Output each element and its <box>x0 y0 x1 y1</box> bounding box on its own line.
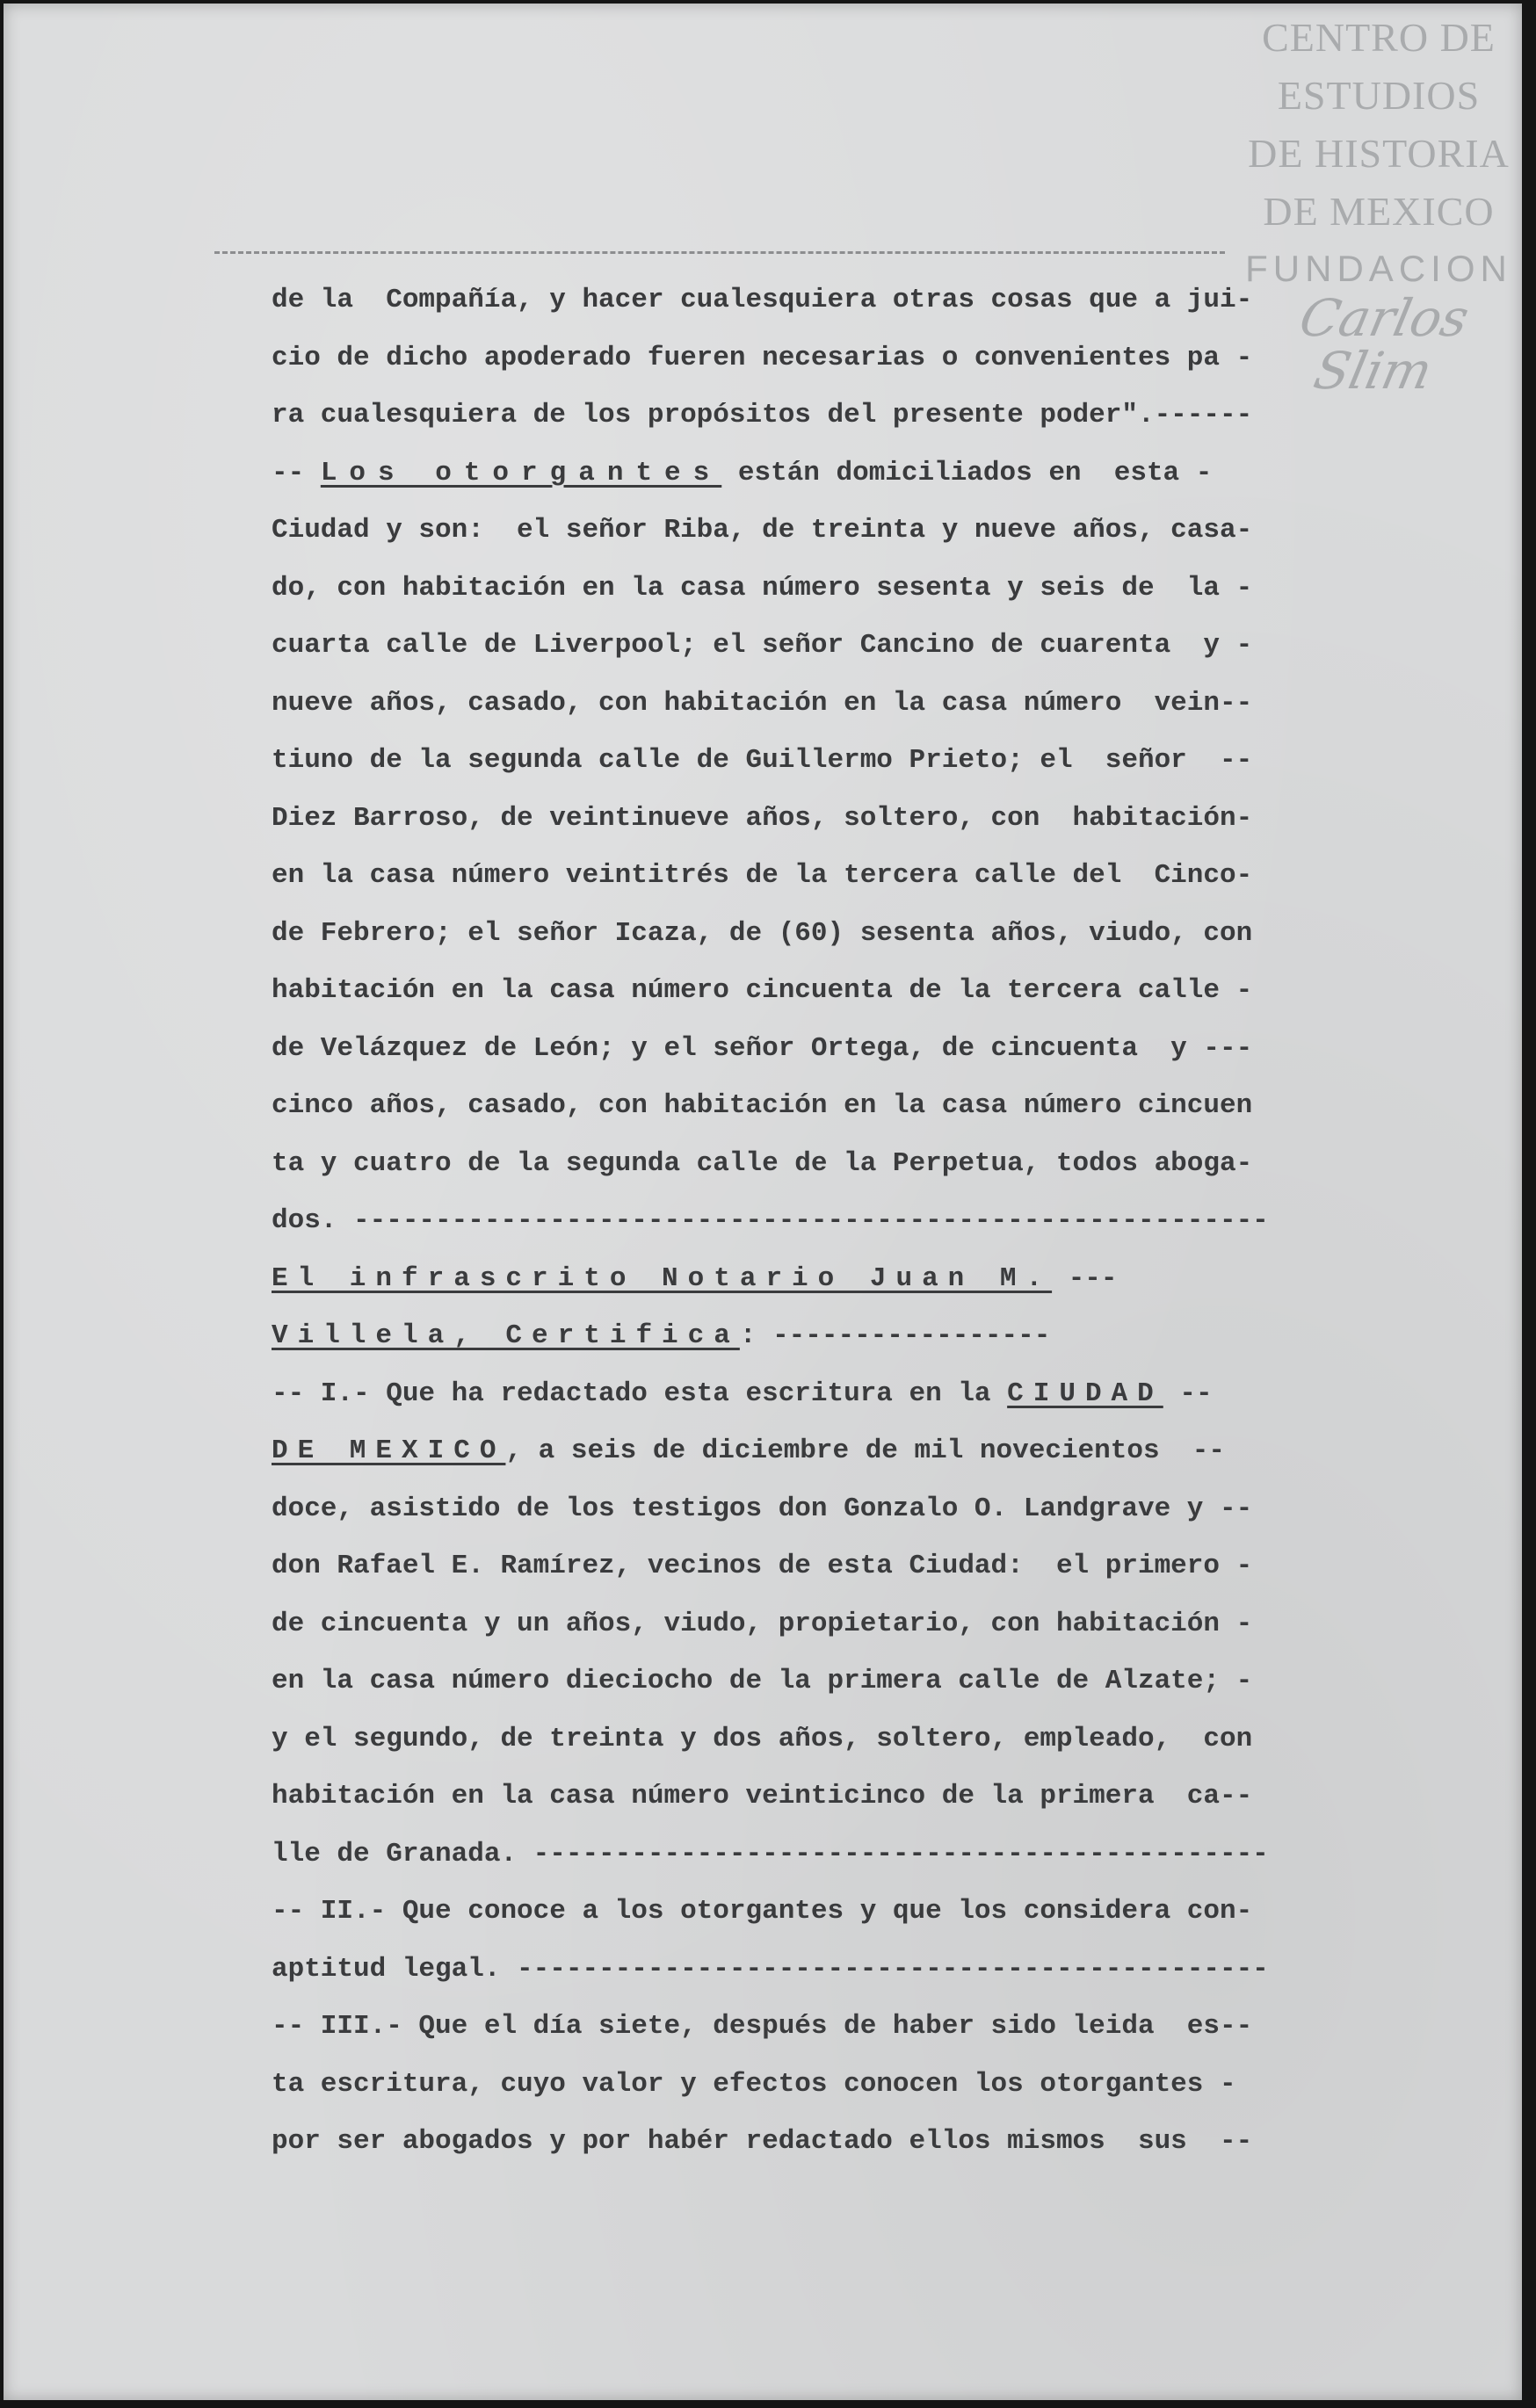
text-line-mexico <box>272 1422 1361 1480</box>
text-line: nueve años, casado, con habitación en la casa número vein-- <box>272 687 1253 719</box>
text-line: en la casa número dieciocho de la primera calle de Alzate; - <box>272 1666 1253 1696</box>
watermark-line: CENTRO DE <box>1262 15 1496 60</box>
text-line: -- II.- Que conoce a los otorgantes y que los considera con- <box>272 1896 1253 1927</box>
ciudad-word: CIUDAD <box>1007 1378 1163 1409</box>
text-line: habitación en la casa número cincuenta de la tercera calle - <box>272 975 1253 1006</box>
text-line: aptitud legal. ---------------------------------------------- <box>272 1953 1269 1985</box>
text-line: de la Compañía, y hacer cualesquiera otras cosas que a jui- <box>272 285 1253 315</box>
text-line: de Velázquez de León; y el señor Ortega, de cincuenta y --- <box>272 1032 1253 1064</box>
mexico-tail: , a seis de diciembre de mil novecientos -- <box>505 1435 1225 1466</box>
text-line-ciudad <box>272 1365 1361 1423</box>
otorgantes-rest: están domiciliados en esta - <box>721 457 1213 488</box>
text-line: cuarta calle de Liverpool; el señor Cancino de cuarenta y - <box>272 630 1253 661</box>
watermark-foundation: FUNDACION <box>1245 248 1512 289</box>
text-line: de cincuenta y un años, viudo, propietario, con habitación - <box>272 1608 1253 1639</box>
text-line: do, con habitación en la casa número sesenta y seis de la - <box>272 572 1253 604</box>
dash-prefix: -- <box>272 457 321 488</box>
text-line: habitación en la casa número veinticinco de la primera ca-- <box>272 1781 1253 1811</box>
top-dashed-rule <box>214 251 1225 254</box>
text-line: de Febrero; el señor Icaza, de (60) sesenta años, viudo, con <box>272 917 1253 949</box>
text-line: en la casa número veintitrés de la tercera calle del Cinco- <box>272 860 1253 891</box>
text-line: ta y cuatro de la segunda calle de la Perpetua, todos aboga- <box>272 1147 1253 1179</box>
text-line: tiuno de la segunda calle de Guillermo Prieto; el señor -- <box>272 745 1253 776</box>
watermark-signature: Carlos Slim <box>1294 288 1474 401</box>
otorgantes-heading: Los otorgantes <box>320 457 722 488</box>
typewritten-text <box>272 271 1361 2171</box>
text-line: ra cualesquiera de los propósitos del presente poder".------ <box>272 400 1253 430</box>
certifica-heading-tail: : ----------------- <box>739 1320 1051 1351</box>
watermark-line: DE MEXICO <box>1263 189 1495 234</box>
text-line: -- III.- Que el día siete, después de haber sido leida es-- <box>272 2011 1253 2042</box>
watermark-line: ESTUDIOS <box>1277 73 1481 118</box>
text-line: por ser abogados y por habér redactado ellos mismos sus -- <box>272 2126 1253 2157</box>
text-line-notario <box>272 1250 1361 1308</box>
text-line: doce, asistido de los testigos don Gonzalo O. Landgrave y -- <box>272 1493 1253 1524</box>
text-line: Diez Barroso, de veintinueve años, soltero, con habitación- <box>272 802 1253 834</box>
text-line: ta escritura, cuyo valor y efectos conocen los otorgantes - <box>272 2068 1236 2100</box>
text-line: y el segundo, de treinta y dos años, soltero, empleado, con <box>272 1723 1253 1754</box>
notario-heading: El infrascrito Notario Juan M. <box>272 1262 1053 1294</box>
ciudad-tail: -- <box>1163 1378 1213 1409</box>
clause-one-start: -- I.- Que ha redactado esta escritura en la <box>272 1378 1008 1409</box>
text-line-certifica <box>272 1307 1361 1365</box>
text-line: cio de dicho apoderado fueren necesarias o convenientes pa - <box>272 342 1253 373</box>
document-page <box>4 4 1522 2400</box>
text-line: don Rafael E. Ramírez, vecinos de esta Ciudad: el primero - <box>272 1551 1253 1581</box>
text-line: Ciudad y son: el señor Riba, de treinta y nueve años, casa- <box>272 515 1253 546</box>
text-line-otorgantes <box>272 445 1361 503</box>
text-line: lle de Granada. --------------------------------------------- <box>272 1838 1269 1869</box>
mexico-word: DE MEXICO <box>272 1435 506 1466</box>
certifica-heading: Villela, Certifica <box>272 1320 740 1351</box>
watermark-line: DE HISTORIA <box>1248 131 1510 176</box>
notario-heading-tail: --- <box>1052 1262 1118 1294</box>
text-line: dos. -------------------------------------------------------- <box>272 1205 1269 1236</box>
text-line: cinco años, casado, con habitación en la casa número cincuen <box>272 1090 1253 1121</box>
